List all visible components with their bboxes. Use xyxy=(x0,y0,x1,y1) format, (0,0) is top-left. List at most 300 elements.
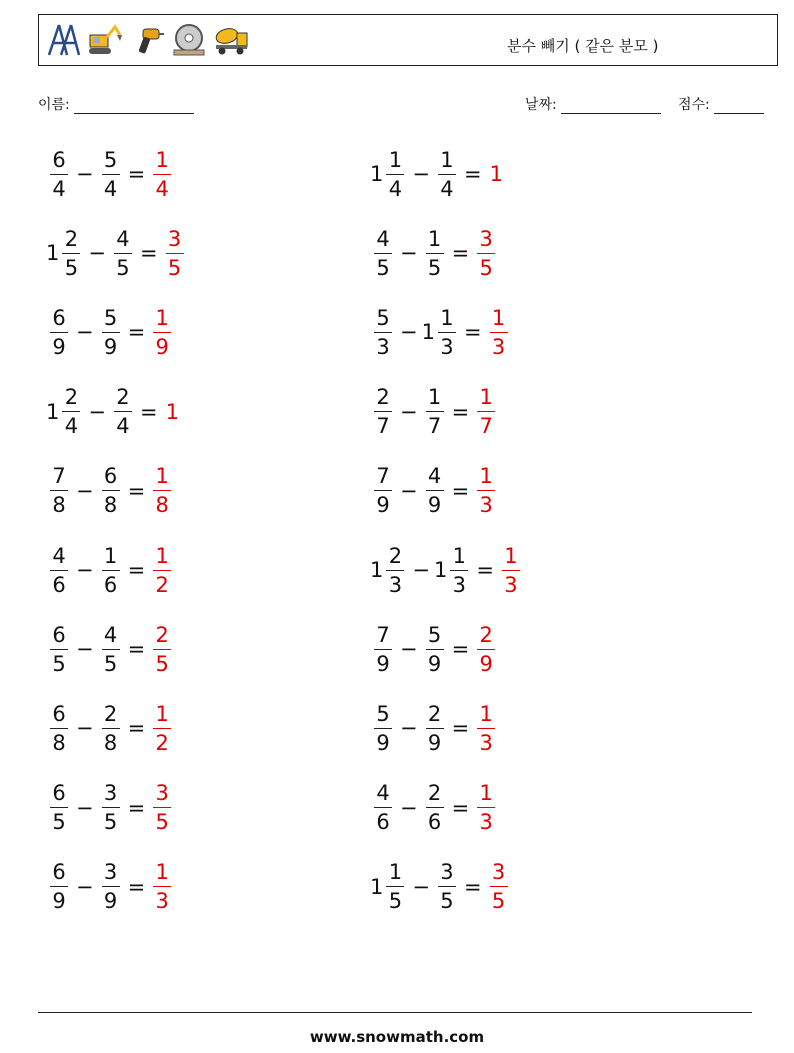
answer-denominator: 2 xyxy=(155,730,169,755)
subtrahend xyxy=(110,227,136,280)
answer-numerator: 1 xyxy=(504,543,518,568)
answer xyxy=(149,464,175,517)
problem-row xyxy=(46,538,175,602)
minuend-fraction xyxy=(372,781,394,834)
subtrahend-fraction xyxy=(436,860,458,913)
minus-sign: − xyxy=(76,637,94,662)
minuend-numerator: 7 xyxy=(376,464,390,489)
score-label: 점수: xyxy=(678,97,710,113)
minuend-fraction xyxy=(48,623,70,676)
subtrahend-fraction xyxy=(436,148,458,201)
fraction-bar xyxy=(477,807,495,808)
answer-denominator: 4 xyxy=(155,176,169,201)
subtrahend-denominator: 5 xyxy=(116,255,130,280)
answer-denominator: 8 xyxy=(155,493,169,518)
minuend-numerator: 4 xyxy=(52,543,66,568)
answer-denominator: 3 xyxy=(479,493,493,518)
minuend-denominator: 5 xyxy=(64,255,79,280)
answer-fraction xyxy=(475,227,497,280)
subtrahend xyxy=(98,623,124,676)
fraction-bar xyxy=(374,649,392,650)
fraction-bar xyxy=(490,886,508,887)
fraction-bar xyxy=(438,174,456,175)
answer-denominator: 9 xyxy=(155,334,169,359)
answer xyxy=(149,544,175,597)
minus-sign: − xyxy=(76,558,94,582)
fraction-bar xyxy=(62,253,80,254)
fraction-bar xyxy=(50,728,68,729)
subtrahend-denominator: 5 xyxy=(103,810,118,835)
equals-sign: = xyxy=(127,320,146,345)
minuend-denominator: 7 xyxy=(376,414,390,439)
fraction-bar xyxy=(102,570,120,571)
footer-divider xyxy=(38,1012,752,1013)
subtrahend-fraction xyxy=(424,464,446,517)
problem-row xyxy=(370,142,502,206)
minus-sign: − xyxy=(400,716,418,741)
answer-fraction xyxy=(475,623,497,676)
minuend-denominator: 5 xyxy=(376,255,390,280)
answer-fraction xyxy=(151,464,173,517)
date-field[interactable] xyxy=(525,94,661,114)
answer-whole: 1 xyxy=(165,399,179,424)
fraction-bar xyxy=(166,253,184,254)
minuend-numerator: 6 xyxy=(52,781,66,806)
fraction-bar xyxy=(477,728,495,729)
minuend-denominator: 4 xyxy=(388,176,403,201)
answer-fraction xyxy=(151,623,173,676)
subtrahend xyxy=(98,148,124,201)
drill-icon xyxy=(129,21,165,57)
minuend-numerator: 6 xyxy=(52,860,66,885)
minuend-numerator: 6 xyxy=(52,622,66,647)
minuend-fraction xyxy=(372,227,394,280)
excavator-icon xyxy=(87,21,123,57)
minuend-numerator: 1 xyxy=(388,860,403,885)
fraction-bar xyxy=(386,570,404,571)
subtrahend-denominator: 9 xyxy=(427,493,442,518)
subtrahend-numerator: 3 xyxy=(440,860,454,885)
problem-row xyxy=(370,855,512,919)
answer-fraction xyxy=(151,860,173,913)
minuend-numerator: 6 xyxy=(52,147,66,172)
problem-row xyxy=(46,380,178,444)
answer-fraction xyxy=(488,860,510,913)
subtrahend-numerator: 5 xyxy=(427,622,442,647)
minuend xyxy=(370,623,396,676)
minuend xyxy=(46,781,72,834)
answer-denominator: 5 xyxy=(167,255,182,280)
fraction-bar xyxy=(426,728,444,729)
subtrahend xyxy=(98,306,124,359)
subtrahend-whole: 1 xyxy=(433,558,448,582)
answer xyxy=(149,781,175,834)
answer-numerator: 1 xyxy=(155,860,169,885)
score-field[interactable] xyxy=(678,94,764,114)
minuend-denominator: 9 xyxy=(52,334,66,359)
minuend-denominator: 4 xyxy=(64,414,79,439)
minus-sign: − xyxy=(88,399,106,424)
fraction-bar xyxy=(102,174,120,175)
subtrahend xyxy=(110,385,136,438)
minuend xyxy=(46,860,72,913)
answer xyxy=(498,544,524,597)
subtrahend-numerator: 3 xyxy=(103,860,118,885)
equals-sign: = xyxy=(127,637,146,662)
fraction-bar xyxy=(62,411,80,412)
equals-sign: = xyxy=(451,478,470,503)
subtrahend-fraction xyxy=(100,781,122,834)
subtrahend-numerator: 2 xyxy=(427,781,442,806)
minuend-fraction xyxy=(372,464,394,517)
minuend-numerator: 4 xyxy=(376,226,390,251)
subtrahend-denominator: 5 xyxy=(103,651,118,676)
minuend xyxy=(46,544,72,597)
answer-denominator: 3 xyxy=(491,334,506,359)
answer xyxy=(149,623,175,676)
subtrahend-fraction xyxy=(424,227,446,280)
answer xyxy=(473,464,499,517)
subtrahend-numerator: 3 xyxy=(103,781,118,806)
fraction-bar xyxy=(114,411,132,412)
minuend-denominator: 9 xyxy=(52,889,66,914)
subtrahend-fraction xyxy=(100,623,122,676)
fraction-bar xyxy=(153,807,171,808)
fraction-bar xyxy=(153,332,171,333)
fraction-bar xyxy=(426,490,444,491)
fraction-bar xyxy=(102,490,120,491)
subtrahend xyxy=(422,623,448,676)
fraction-bar xyxy=(114,253,132,254)
answer-numerator: 1 xyxy=(479,701,493,726)
date-label: 날짜: xyxy=(525,97,557,113)
minuend-denominator: 5 xyxy=(52,810,66,835)
minuend xyxy=(46,385,84,438)
answer-numerator: 1 xyxy=(479,385,493,410)
minuend-fraction xyxy=(48,464,70,517)
minuend-fraction xyxy=(48,544,70,597)
minuend xyxy=(370,464,396,517)
subtrahend-denominator: 8 xyxy=(103,493,118,518)
minuend-fraction xyxy=(48,860,70,913)
minuend-fraction xyxy=(372,623,394,676)
fraction-bar xyxy=(477,253,495,254)
fraction-bar xyxy=(50,886,68,887)
problem-row xyxy=(370,459,499,523)
answer-denominator: 7 xyxy=(479,414,493,439)
subtrahend xyxy=(434,148,460,201)
fraction-bar xyxy=(374,807,392,808)
subtrahend-denominator: 6 xyxy=(103,572,118,597)
problem-row xyxy=(46,855,175,919)
minus-sign: − xyxy=(76,716,94,741)
subtrahend-fraction xyxy=(100,464,122,517)
subtrahend-numerator: 2 xyxy=(103,701,118,726)
minuend-numerator: 2 xyxy=(376,385,390,410)
subtrahend-denominator: 7 xyxy=(427,414,442,439)
fraction-bar xyxy=(50,807,68,808)
subtrahend-numerator: 5 xyxy=(103,147,118,172)
equals-sign: = xyxy=(451,241,470,266)
subtrahend xyxy=(98,781,124,834)
minus-sign: − xyxy=(76,795,94,820)
fraction-bar xyxy=(102,332,120,333)
problem-row xyxy=(370,300,512,364)
header-box xyxy=(38,14,778,66)
fraction-bar xyxy=(450,570,468,571)
subtrahend xyxy=(422,306,460,359)
equals-sign: = xyxy=(139,399,158,424)
minuend-denominator: 6 xyxy=(52,572,66,597)
fraction-bar xyxy=(477,411,495,412)
fraction-bar xyxy=(386,174,404,175)
minuend-numerator: 6 xyxy=(52,701,66,726)
footer-site: www.snowmath.com xyxy=(309,1028,485,1046)
subtrahend xyxy=(422,464,448,517)
answer xyxy=(473,227,499,280)
subtrahend-denominator: 9 xyxy=(427,651,442,676)
subtrahend-fraction xyxy=(424,623,446,676)
subtrahend-denominator: 4 xyxy=(440,176,454,201)
answer-fraction xyxy=(475,702,497,755)
answer-numerator: 1 xyxy=(155,464,169,489)
problem-row xyxy=(370,538,524,602)
fraction-bar xyxy=(50,649,68,650)
subtrahend-numerator: 1 xyxy=(103,543,118,568)
answer xyxy=(486,162,502,186)
minuend-fraction xyxy=(384,544,406,597)
answer xyxy=(486,306,512,359)
minuend-fraction xyxy=(48,702,70,755)
minuend xyxy=(46,702,72,755)
answer-denominator: 3 xyxy=(479,730,493,755)
subtrahend-fraction xyxy=(100,702,122,755)
subtrahend-denominator: 4 xyxy=(116,414,130,439)
minuend-numerator: 2 xyxy=(64,385,79,410)
answer-denominator: 5 xyxy=(155,810,169,835)
minuend-fraction xyxy=(48,781,70,834)
equals-sign: = xyxy=(127,716,146,741)
answer-denominator: 3 xyxy=(504,572,518,597)
answer-numerator: 2 xyxy=(479,622,493,647)
answer-denominator: 3 xyxy=(479,810,493,835)
minuend-denominator: 9 xyxy=(376,493,390,518)
problem-row xyxy=(46,300,175,364)
problem-row xyxy=(370,696,499,760)
answer-fraction xyxy=(488,306,510,359)
equals-sign: = xyxy=(127,795,146,820)
minuend-numerator: 7 xyxy=(52,464,66,489)
minuend xyxy=(370,306,396,359)
subtrahend-fraction xyxy=(448,544,470,597)
name-field[interactable] xyxy=(38,94,194,114)
answer-denominator: 5 xyxy=(491,889,506,914)
answer xyxy=(162,227,188,280)
subtrahend xyxy=(98,702,124,755)
fraction-bar xyxy=(426,411,444,412)
answer-whole: 1 xyxy=(489,162,503,186)
minuend-denominator: 3 xyxy=(376,334,390,359)
fraction-bar xyxy=(374,490,392,491)
minus-sign: − xyxy=(88,241,106,266)
answer-fraction xyxy=(164,227,186,280)
subtrahend-fraction xyxy=(112,385,134,438)
name-line xyxy=(74,99,194,114)
fraction-bar xyxy=(477,490,495,491)
answer-denominator: 5 xyxy=(479,255,493,280)
problem-row xyxy=(370,221,499,285)
fraction-bar xyxy=(153,649,171,650)
equals-sign: = xyxy=(127,478,146,503)
subtrahend xyxy=(422,385,448,438)
minuend xyxy=(370,702,396,755)
answer-numerator: 1 xyxy=(155,147,169,172)
answer xyxy=(149,306,175,359)
minuend-denominator: 8 xyxy=(52,493,66,518)
fraction-bar xyxy=(50,174,68,175)
fraction-bar xyxy=(153,174,171,175)
subtrahend-denominator: 3 xyxy=(440,334,454,359)
answer-numerator: 3 xyxy=(491,860,506,885)
equals-sign: = xyxy=(463,320,482,345)
subtrahend xyxy=(98,860,124,913)
subtrahend xyxy=(98,544,124,597)
equals-sign: = xyxy=(127,162,146,186)
answer-numerator: 1 xyxy=(491,305,506,330)
subtrahend xyxy=(434,860,460,913)
minus-sign: − xyxy=(76,320,94,345)
answer xyxy=(162,400,178,424)
minuend-fraction xyxy=(48,306,70,359)
subtrahend-fraction xyxy=(100,306,122,359)
minuend-fraction xyxy=(384,148,406,201)
answer xyxy=(473,385,499,438)
answer xyxy=(486,860,512,913)
minuend xyxy=(46,227,84,280)
answer-denominator: 3 xyxy=(155,889,169,914)
problem-row xyxy=(370,380,499,444)
minuend-denominator: 8 xyxy=(52,730,66,755)
answer-denominator: 9 xyxy=(479,651,493,676)
saw-blade-icon xyxy=(171,21,207,57)
minus-sign: − xyxy=(400,795,418,820)
subtrahend-numerator: 4 xyxy=(116,226,130,251)
problem-row xyxy=(46,696,175,760)
minuend xyxy=(370,385,396,438)
subtrahend-denominator: 6 xyxy=(427,810,442,835)
subtrahend-denominator: 5 xyxy=(427,255,442,280)
minuend-numerator: 5 xyxy=(376,701,390,726)
problem-row xyxy=(46,776,175,840)
minuend-fraction xyxy=(384,860,406,913)
answer xyxy=(473,702,499,755)
minuend-whole: 1 xyxy=(370,874,384,899)
answer-fraction xyxy=(151,306,173,359)
problem-row xyxy=(46,142,175,206)
minuend-numerator: 1 xyxy=(388,147,403,172)
problem-row xyxy=(46,459,175,523)
minus-sign: − xyxy=(400,399,418,424)
subtrahend-numerator: 6 xyxy=(103,464,118,489)
answer-numerator: 1 xyxy=(479,781,493,806)
subtrahend xyxy=(422,702,448,755)
subtrahend-numerator: 2 xyxy=(427,701,442,726)
answer-fraction xyxy=(475,781,497,834)
score-line xyxy=(714,99,764,114)
fraction-bar xyxy=(102,649,120,650)
fraction-bar xyxy=(438,332,456,333)
answer-denominator: 2 xyxy=(155,572,169,597)
answer-fraction xyxy=(475,464,497,517)
minuend-denominator: 6 xyxy=(376,810,390,835)
subtrahend-whole: 1 xyxy=(421,320,435,345)
minuend xyxy=(46,464,72,517)
fraction-bar xyxy=(438,886,456,887)
minuend-denominator: 5 xyxy=(388,889,403,914)
subtrahend-fraction xyxy=(424,781,446,834)
subtrahend-fraction xyxy=(424,385,446,438)
subtrahend-numerator: 1 xyxy=(440,305,454,330)
fraction-bar xyxy=(374,332,392,333)
answer xyxy=(149,860,175,913)
equals-sign: = xyxy=(451,637,470,662)
equals-sign: = xyxy=(476,558,494,582)
fraction-bar xyxy=(50,332,68,333)
fraction-bar xyxy=(102,886,120,887)
problem-row xyxy=(370,776,499,840)
fraction-bar xyxy=(426,649,444,650)
subtrahend-denominator: 5 xyxy=(440,889,454,914)
answer xyxy=(473,623,499,676)
subtrahend-numerator: 1 xyxy=(440,147,454,172)
minus-sign: − xyxy=(400,478,418,503)
minus-sign: − xyxy=(412,558,430,582)
minus-sign: − xyxy=(76,162,94,186)
minuend-denominator: 3 xyxy=(388,572,403,597)
problem-row xyxy=(46,221,188,285)
subtrahend-fraction xyxy=(112,227,134,280)
subtrahend-numerator: 4 xyxy=(103,622,118,647)
minuend-fraction xyxy=(60,227,82,280)
fraction-bar xyxy=(502,570,520,571)
answer-numerator: 3 xyxy=(167,226,182,251)
fraction-bar xyxy=(426,253,444,254)
subtrahend-fraction xyxy=(100,544,122,597)
subtrahend-denominator: 4 xyxy=(103,176,118,201)
minuend-fraction xyxy=(48,148,70,201)
minuend-denominator: 9 xyxy=(376,651,390,676)
minuend xyxy=(370,227,396,280)
minuend xyxy=(370,544,408,597)
subtrahend-numerator: 2 xyxy=(116,385,130,410)
minuend-whole: 1 xyxy=(370,558,384,582)
fraction-bar xyxy=(386,886,404,887)
subtrahend-fraction xyxy=(100,860,122,913)
equals-sign: = xyxy=(451,399,470,424)
fraction-bar xyxy=(426,807,444,808)
answer-numerator: 1 xyxy=(479,464,493,489)
minuend-fraction xyxy=(372,702,394,755)
fraction-bar xyxy=(153,728,171,729)
minuend xyxy=(370,860,408,913)
minuend-fraction xyxy=(60,385,82,438)
minuend-denominator: 5 xyxy=(52,651,66,676)
fraction-bar xyxy=(153,886,171,887)
minus-sign: − xyxy=(400,320,418,345)
subtrahend-denominator: 9 xyxy=(103,334,118,359)
subtrahend-fraction xyxy=(424,702,446,755)
minuend-numerator: 7 xyxy=(376,622,390,647)
